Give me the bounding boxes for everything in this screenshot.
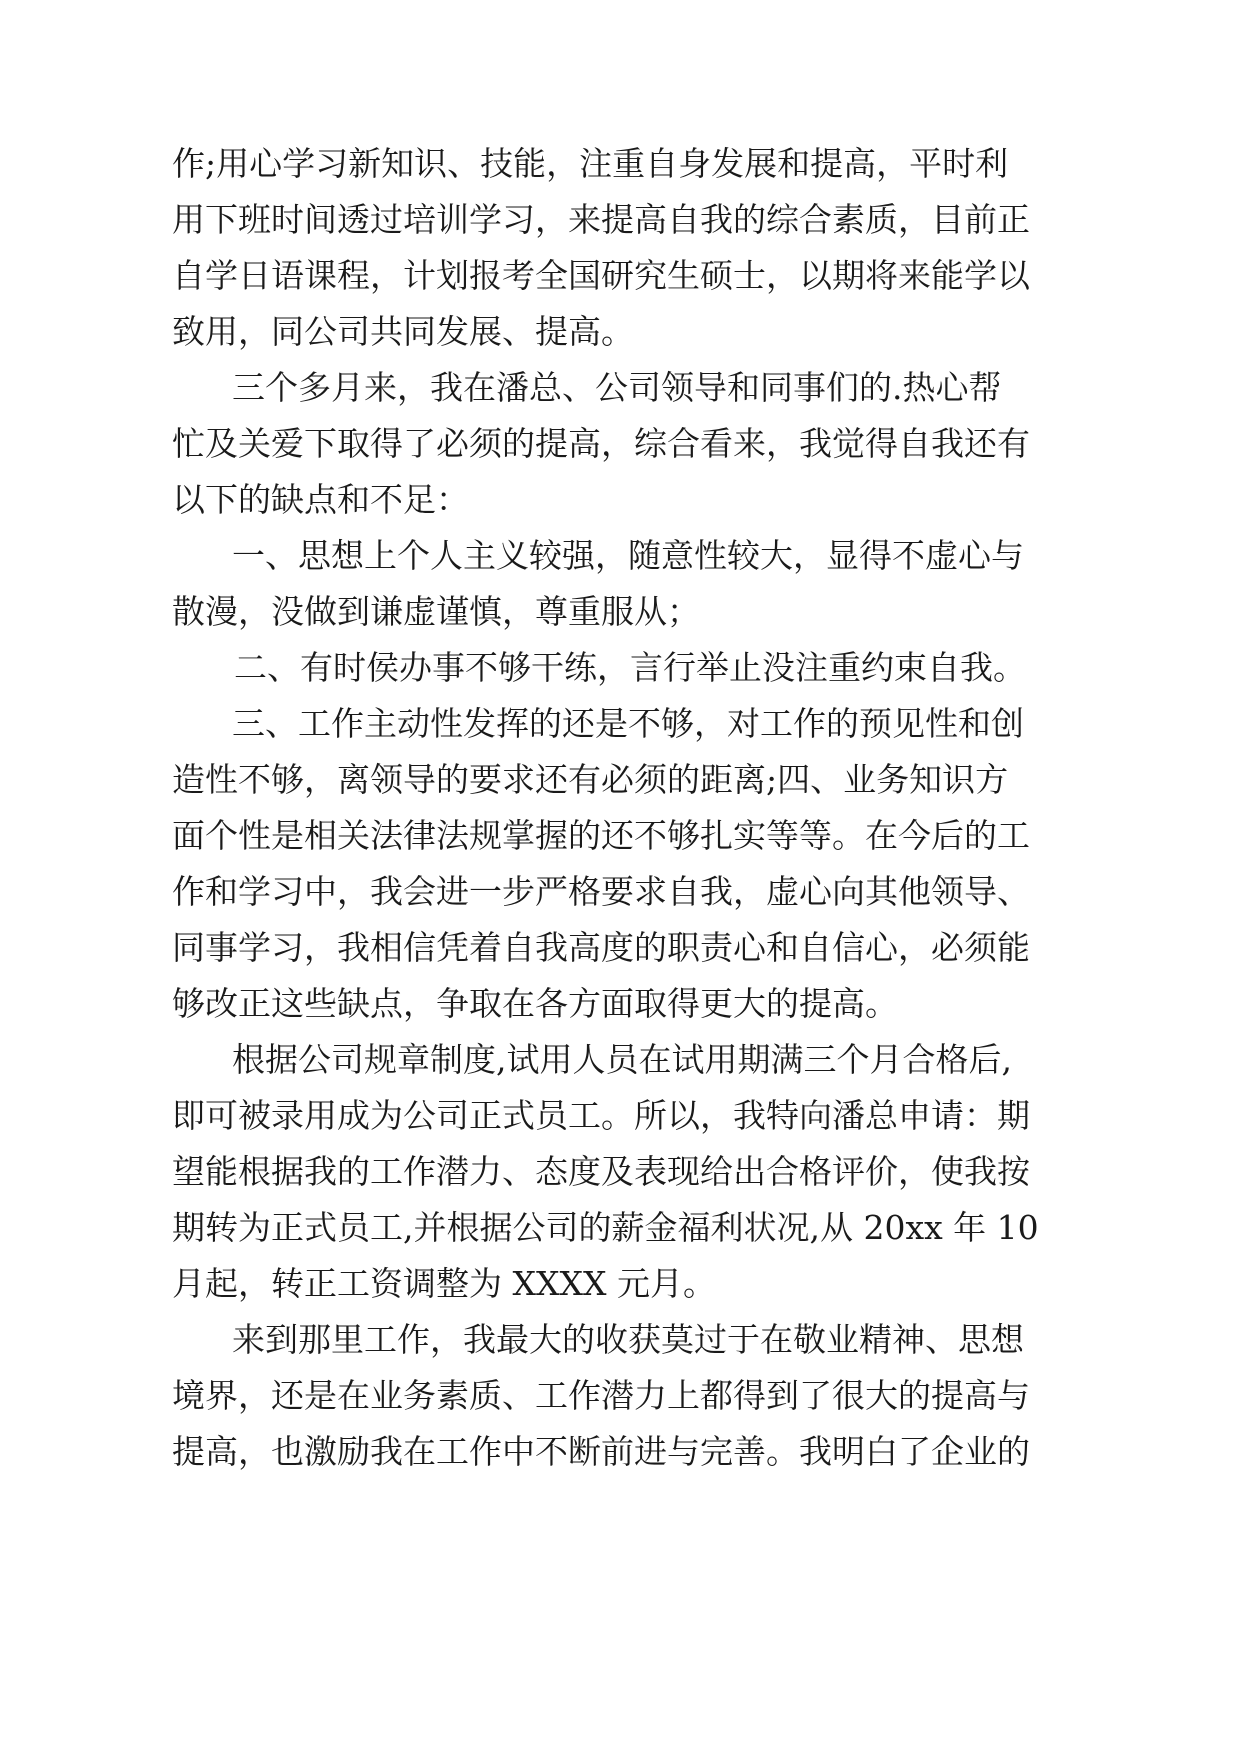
text-line: 根据公司规章制度,试用人员在试用期满三个月合格后, [232,1040,1012,1079]
text-line: 造性不够，离领导的要求还有必须的距离;四、业务知识方 [172,760,1009,799]
text-line: 三个多月来，我在潘总、公司领导和同事们的.热心帮 [232,368,1002,407]
text-line: 同事学习，我相信凭着自我高度的职责心和自信心，必须能 [172,928,1030,967]
text-line: 忙及关爱下取得了必须的提高，综合看来，我觉得自我还有 [172,424,1030,463]
text-line: 境界，还是在业务素质、工作潜力上都得到了很大的提高与 [172,1376,1030,1415]
text-line: 以下的缺点和不足： [172,480,469,519]
text-line: 即可被录用成为公司正式员工。所以，我特向潘总申请：期 [172,1096,1030,1135]
text-line: 来到那里工作，我最大的收获莫过于在敬业精神、思想 [232,1320,1024,1359]
text-line: 一、思想上个人主义较强，随意性较大，显得不虚心与 [232,536,1024,575]
text-line: 期转为正式员工,并根据公司的薪金福利状况,从 20xx 年 10 [172,1208,1039,1247]
text-line: 望能根据我的工作潜力、态度及表现给出合格评价，使我按 [172,1152,1030,1191]
text-line: 致用，同公司共同发展、提高。 [172,312,634,351]
text-line: 月起，转正工资调整为 XXXX 元月。 [172,1264,716,1303]
text-line: 作;用心学习新知识、技能，注重自身发展和提高，平时利 [172,144,1009,183]
text-line: 三、工作主动性发挥的还是不够，对工作的预见性和创 [232,704,1024,743]
text-line: 散漫，没做到谦虚谨慎，尊重服从； [172,592,700,631]
text-line: 二、有时侯办事不够干练，言行举止没注重约束自我。 [234,648,1026,687]
text-line: 作和学习中，我会进一步严格要求自我，虚心向其他领导、 [172,872,1030,911]
text-line: 提高，也激励我在工作中不断前进与完善。我明白了企业的 [172,1432,1030,1471]
text-line: 面个性是相关法律法规掌握的还不够扎实等等。在今后的工 [172,816,1030,855]
text-line: 自学日语课程，计划报考全国研究生硕士，以期将来能学以 [172,256,1030,295]
text-line: 用下班时间透过培训学习，来提高自我的综合素质，目前正 [172,200,1030,239]
text-line: 够改正这些缺点，争取在各方面取得更大的提高。 [172,984,898,1023]
